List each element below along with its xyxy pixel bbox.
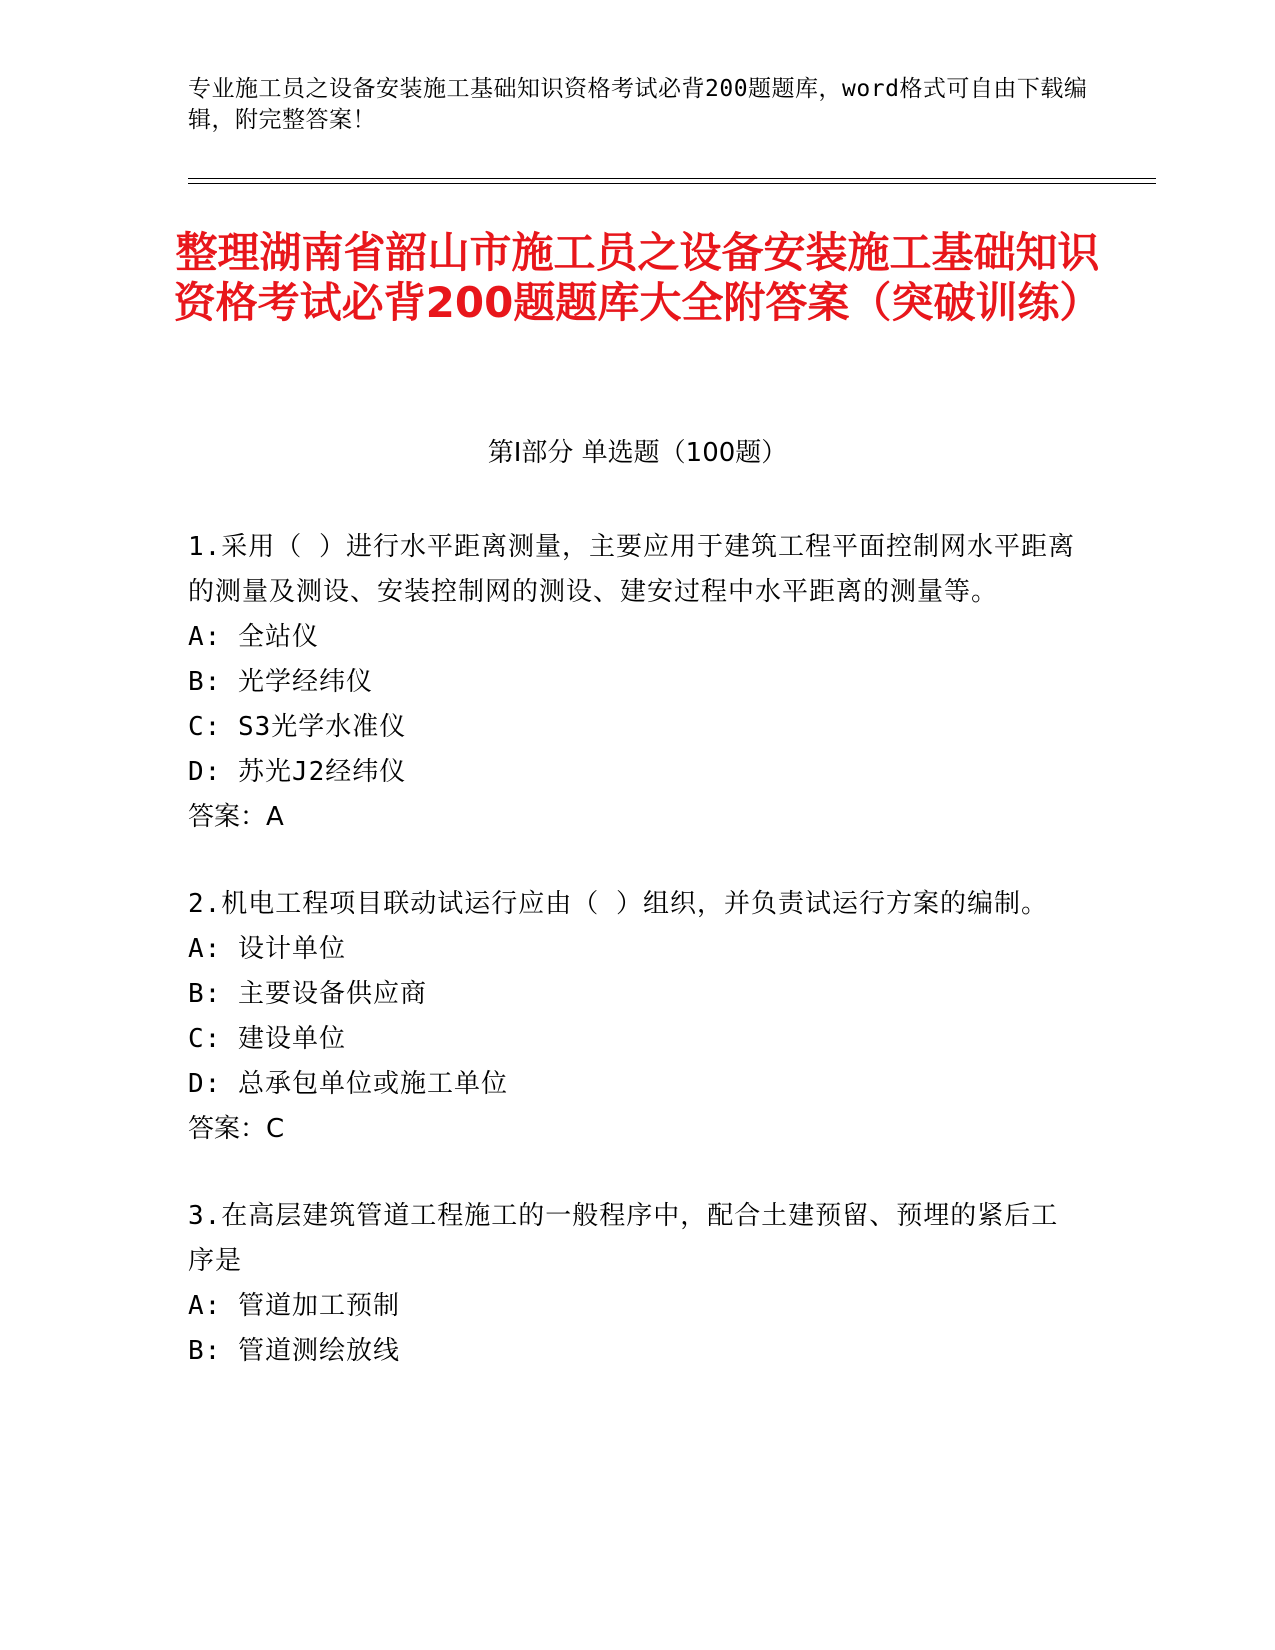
answer: 答案：C	[188, 1114, 285, 1144]
header-note: 专业施工员之设备安装施工基础知识资格考试必背200题题库，word格式可自由下载编辑，附完整答案！	[188, 76, 1088, 133]
question-stem: 1.采用（ ）进行水平距离测量，主要应用于建筑工程平面控制网水平距离的测量及测设、安装控制网的测设、建安过程中水平距离的测量等。	[188, 532, 1075, 607]
option-b: B: 管道测绘放线	[188, 1336, 400, 1366]
question-stem: 3.在高层建筑管道工程施工的一般程序中，配合土建预留、预埋的紧后工序是	[188, 1201, 1059, 1276]
question-3	[188, 1194, 1078, 1374]
option-b: B: 主要设备供应商	[188, 979, 427, 1009]
document-title: 整理湖南省韶山市施工员之设备安装施工基础知识资格考试必背200题题库大全附答案（突破训练）	[173, 228, 1102, 327]
option-c: C: S3光学水准仪	[188, 712, 407, 742]
question-list	[188, 525, 1078, 1416]
option-b: B: 光学经纬仪	[188, 667, 373, 697]
header-divider-top	[188, 178, 1156, 179]
option-d: D: 总承包单位或施工单位	[188, 1069, 508, 1099]
option-d: D: 苏光J2经纬仪	[188, 757, 407, 787]
option-a: A: 设计单位	[188, 934, 346, 964]
question-2	[188, 882, 1078, 1152]
option-c: C: 建设单位	[188, 1024, 346, 1054]
option-a: A: 管道加工预制	[188, 1291, 400, 1321]
answer: 答案：A	[188, 802, 284, 832]
option-a: A: 全站仪	[188, 622, 319, 652]
question-stem: 2.机电工程项目联动试运行应由（ ）组织，并负责试运行方案的编制。	[188, 889, 1048, 919]
section-title: 第Ⅰ部分 单选题（100题）	[487, 438, 788, 468]
header-divider-bottom	[188, 183, 1156, 184]
question-1	[188, 525, 1078, 840]
